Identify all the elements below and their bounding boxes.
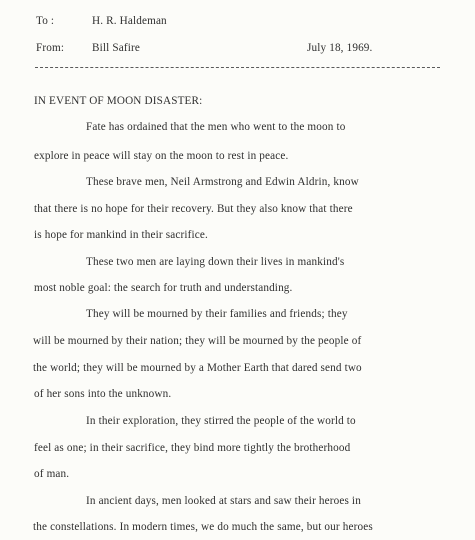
body-line: will be mourned by their nation; they will be mourned by the people of <box>33 335 362 347</box>
body-line: of man. <box>34 468 70 480</box>
body-line: the constellations. In modern times, we do much the same, but our heroes <box>33 521 373 533</box>
memo-date: July 18, 1969. <box>307 42 373 54</box>
from-label: From: <box>36 42 65 54</box>
body-line: These brave men, Neil Armstrong and Edwin Aldrin, know <box>86 176 359 188</box>
body-line: that there is no hope for their recovery. But they also know that there <box>34 203 353 215</box>
body-line: These two men are laying down their lives in mankind's <box>86 256 345 268</box>
to-value: H. R. Haldeman <box>92 15 167 27</box>
body-line: feel as one; in their sacrifice, they bind more tightly the brotherhood <box>34 442 351 454</box>
body-line: In ancient days, men looked at stars and saw their heroes in <box>86 495 361 507</box>
from-value: Bill Safire <box>92 42 140 54</box>
body-line: explore in peace will stay on the moon to rest in peace. <box>34 150 289 162</box>
body-line: They will be mourned by their families and friends; they <box>86 308 348 320</box>
memo-subject: IN EVENT OF MOON DISASTER: <box>34 95 203 107</box>
body-line: most noble goal: the search for truth and understanding. <box>34 282 293 294</box>
body-line: Fate has ordained that the men who went to the moon to <box>86 121 346 133</box>
body-line: the world; they will be mourned by a Mother Earth that dared send two <box>33 362 362 374</box>
body-line: of her sons into the unknown. <box>34 388 172 400</box>
body-line: In their exploration, they stirred the people of the world to <box>86 415 356 427</box>
to-label: To : <box>36 15 55 27</box>
body-line: is hope for mankind in their sacrifice. <box>34 229 208 241</box>
header-divider <box>35 67 440 68</box>
